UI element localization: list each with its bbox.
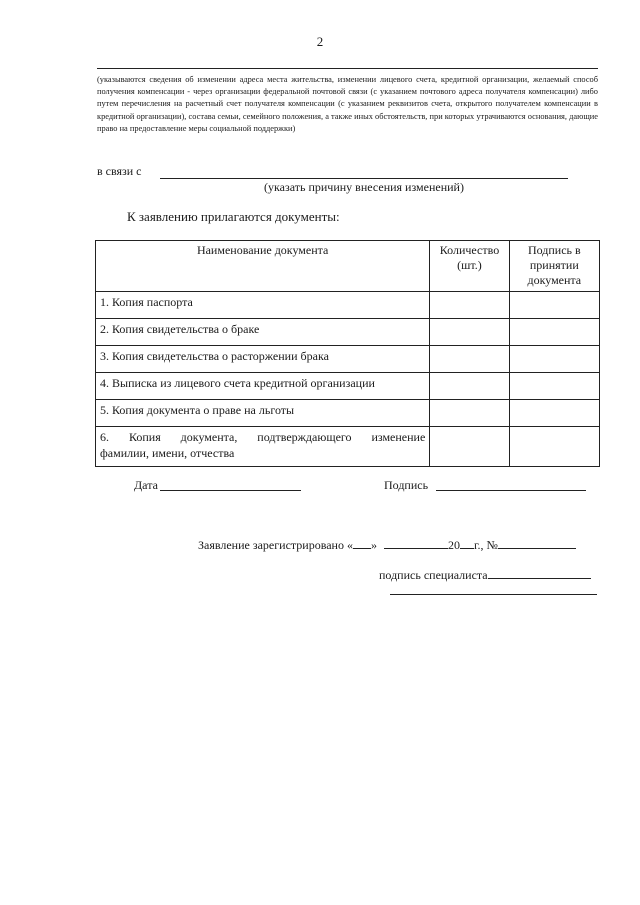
- signature-cell[interactable]: [509, 427, 599, 467]
- reason-hint: (указать причину внесения изменений): [264, 180, 464, 194]
- signature-cell[interactable]: [509, 400, 599, 427]
- page-number: 2: [316, 34, 324, 49]
- signature-cell[interactable]: [509, 319, 599, 346]
- signature-field[interactable]: [436, 490, 586, 491]
- quantity-cell[interactable]: [430, 346, 509, 373]
- signature-label: Подпись: [384, 478, 429, 492]
- attachments-heading: К заявлению прилагаются документы:: [127, 209, 340, 224]
- header-document-name: Наименование документа: [96, 241, 430, 292]
- table-header-row: [96, 241, 600, 292]
- registration-year-suffix: г., №: [473, 538, 499, 552]
- document-name-line: фамилии, имени, отчества: [100, 446, 235, 460]
- specialist-signature: [379, 567, 591, 583]
- document-name: 1. Копия паспорта: [96, 292, 430, 319]
- document-name: 3. Копия свидетельства о расторжении брака: [96, 346, 430, 373]
- specialist-signature-field[interactable]: [488, 567, 591, 579]
- table-row: [96, 427, 600, 467]
- registration-line: [198, 537, 576, 553]
- signature-cell[interactable]: [509, 346, 599, 373]
- instruction-note: (указываются сведения об изменении адреса места жительства, изменении лицевого счета, кредитной организации, желаемый способ получения компенсации - через организации федеральной почтовой связи (с указанием почтового адреса получателя компенсации) либо путем перечисления на расчетный счет получателя компенсации (с указанием реквизитов счета, открытого получателем компенсации в кредитной организации), состава семьи, семейного положения, а также иных обстоятельств, при которых утрачиваются основания, дающие право на предоставление меры социальной поддержки): [97, 75, 598, 133]
- registration-close-quote: »: [370, 538, 377, 552]
- date-field[interactable]: [160, 490, 301, 491]
- quantity-cell[interactable]: [430, 319, 509, 346]
- document-name: 5. Копия документа о праве на льготы: [96, 400, 430, 427]
- registration-prefix: Заявление зарегистрировано «: [198, 538, 353, 552]
- table-row: [96, 373, 600, 400]
- table-row: [96, 400, 600, 427]
- quantity-cell[interactable]: [430, 427, 509, 467]
- registration-year-prefix: 20: [447, 538, 460, 552]
- registration-year-field[interactable]: [460, 537, 474, 549]
- document-name: [96, 427, 430, 467]
- quantity-cell[interactable]: [430, 373, 509, 400]
- fill-in-line[interactable]: [97, 68, 598, 69]
- document-name-line: 6. Копия документа, подтверждающего изменение: [100, 430, 426, 444]
- signature-cell[interactable]: [509, 292, 599, 319]
- header-quantity: Количество (шт.): [430, 241, 509, 292]
- date-label: Дата: [134, 478, 158, 492]
- registration-number-field[interactable]: [498, 537, 576, 549]
- header-signature: Подпись в принятии документа: [509, 241, 599, 292]
- table-row: [96, 319, 600, 346]
- document-name: 2. Копия свидетельства о браке: [96, 319, 430, 346]
- table-row: [96, 292, 600, 319]
- reason-field[interactable]: [160, 178, 568, 179]
- document-name: 4. Выписка из лицевого счета кредитной организации: [96, 373, 430, 400]
- signature-cell[interactable]: [509, 373, 599, 400]
- specialist-signature-label: подпись специалиста: [379, 568, 488, 582]
- documents-table: [95, 240, 600, 467]
- specialist-name-field[interactable]: [390, 594, 597, 595]
- reason-label: в связи с: [97, 164, 142, 178]
- table-row: [96, 346, 600, 373]
- registration-month-field[interactable]: [384, 537, 448, 549]
- quantity-cell[interactable]: [430, 292, 509, 319]
- registration-day-field[interactable]: [353, 537, 371, 549]
- quantity-cell[interactable]: [430, 400, 509, 427]
